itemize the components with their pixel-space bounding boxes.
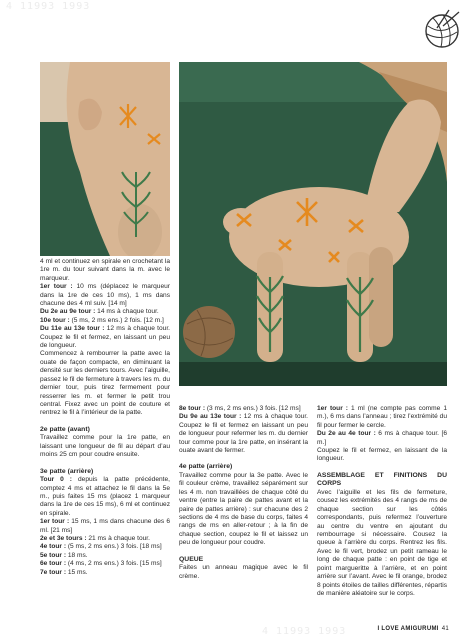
paragraph-cut-yarn: Coupez le fil et fermez, en laissant de la longueur. [317, 447, 447, 463]
paragraph-tail: Faites un anneau magique avec le fil crème. [179, 564, 308, 580]
text-column-3 [317, 405, 447, 598]
instruction-row: 5e tour : 18 ms. [40, 551, 88, 559]
instruction-row: 6e tour : (4 ms, 2 ms ens.) 3 fois. [15 ms] [40, 560, 162, 568]
photo-amigurumi-legs [40, 62, 170, 256]
page-number: 41 [441, 626, 449, 632]
paragraph-fourth-leg: Travaillez comme pour la 3e patte. Avec le fil couleur crème, travaillez séparément sur les 4 m. non travaillées de chaque côté du ventre (entre la paire de pattes avant et la paire de pattes arrière) : sur chacune des 2 sections de 4 ms de base du corps, faites 4 rangs de ms en aller-retour ; à la fin de chaque section, coupez le fil et laissez un peu de longueur pour coudre. [179, 472, 308, 547]
instruction-row: 2e et 3e tours : 21 ms à chaque tour. [40, 534, 150, 542]
text-column-2 [179, 405, 308, 581]
instruction-row: Du 2e au 9e tour : 14 ms à chaque tour. [40, 308, 159, 316]
instruction-row: Du 11e au 13e tour : 12 ms à chaque tour. Coupez le fil et fermez, en laissant un peu de longueur. [40, 325, 170, 350]
paragraph-second-leg: Travaillez comme pour la 1re patte, en laissant une longueur de fil au départ d’au moins 25 cm pour coudre ensuite. [40, 434, 170, 459]
watermark-top: 4 11993 1993 [6, 1, 91, 12]
yarn-ball-logo [419, 6, 465, 52]
paragraph-assembly: Avec l’aiguille et les fils de fermeture, cousez les extrémités des 4 rangs de ms de chaque section sur les côtés correspondants, puis refermez l’ouverture au centre du ventre en ajoutant du rembourrage si nécessaire. Cousez la queue à l’arrière du corps. Rentrez les fils. Avec le fil vert, brodez un petit rameau le long de chaque patte : en point de tige et point margueritte à l’arrière, et en point arrière sur l’avant. Avec le fil orange, brodez 8 points étoiles de tailles différentes, répartis de manière aléatoire sur le corps. [317, 489, 447, 597]
instruction-row: Du 2e au 4e tour : 6 ms à chaque tour. [6 m.] [317, 430, 448, 446]
magazine-name: I LOVE AMIGURUMI [377, 626, 439, 632]
instruction-row: Tour 0 : depuis la patte précédente, comptez 4 ms et attachez le fil dans la 5e m., puis faites 15 ms (placez 1 marqueur dans la 1re de ces 15 ms), 6 ml et continuez en spirale. [40, 476, 170, 517]
paragraph-intro: 4 ml et continuez en spirale en crochetant la 1re m. du tour suivant dans la m. avec le marqueur. [40, 258, 170, 282]
heading-second-leg: 2e patte (avant) [40, 425, 90, 433]
instruction-row: 1er tour : 1 ml (ne compte pas comme 1 m.), 6 ms dans l’anneau ; tirez l’extrémité du fil pour fermer le cercle. [317, 405, 447, 429]
instruction-row: 7e tour : 15 ms. [40, 568, 88, 576]
heading-assembly: ASSEMBLAGE ET FINITIONS DU CORPS [317, 471, 447, 488]
instruction-row: 10e tour : (5 ms, 2 ms ens.) 2 fois. [12 m.] [40, 316, 164, 324]
instruction-row: 1er tour : 15 ms, 1 ms dans chacune des 6 ml. [21 ms] [40, 518, 170, 534]
watermark-bottom: 4 11993 1993 [262, 626, 347, 637]
heading-third-leg: 3e patte (arrière) [40, 467, 94, 475]
paragraph-stuffing: Commencez à rembourrer la patte avec la ouate de façon compacte, en diminuant la densité sur les derniers tours. Avec l’aiguille, passez le fil de fermeture à travers les m. du dernier tour, puis tirez fermement pour resserrer les m. et fermer le petit trou central. Fixez avec un point de couture et rentrez le fil à l’intérieur de la patte. [40, 350, 170, 417]
instruction-row: 4e tour : (5 ms, 2 ms ens.) 3 fois. [18 ms] [40, 543, 162, 551]
instruction-row: 8e tour : (3 ms, 2 ms ens.) 3 fois. [12 ms] [179, 405, 301, 412]
photo-amigurumi-deer [179, 62, 447, 386]
text-column-1 [40, 258, 170, 577]
page-footer [377, 626, 449, 632]
heading-fourth-leg: 4e patte (arrière) [179, 463, 233, 471]
heading-tail: QUEUE [179, 555, 204, 563]
instruction-row: 1er tour : 10 ms (déplacez le marqueur dans la 1re de ces 10 ms), 1 ms dans chacune des 4 ml suiv. [14 m] [40, 283, 171, 308]
instruction-row: Du 9e au 13e tour : 12 ms à chaque tour. Coupez le fil et fermez en laissant un peu de longueur pour refermer les m. du dernier tour comme pour la 1re patte, en insérant la ouate avant de fermer. [179, 413, 308, 455]
